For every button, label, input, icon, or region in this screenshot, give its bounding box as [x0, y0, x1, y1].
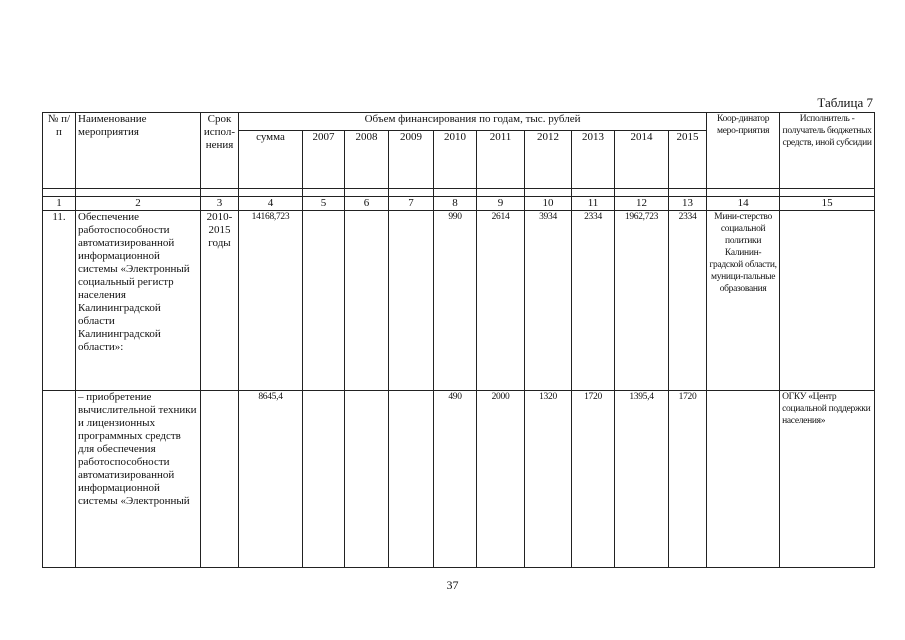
measure-coordinator: Мини-стерство социальной политики Калинин-градской области, муници-пальные образования	[707, 211, 780, 391]
year-value: 490	[434, 391, 477, 568]
year-value: 1395,4	[615, 391, 669, 568]
column-number: 9	[477, 197, 525, 211]
column-number: 10	[525, 197, 572, 211]
column-number: 6	[345, 197, 389, 211]
year-value: 3934	[525, 211, 572, 391]
header-year: 2011	[477, 131, 525, 189]
column-number: 5	[303, 197, 345, 211]
column-number: 3	[201, 197, 239, 211]
measure-name: Обеспечение работоспособности автоматизированной информационной системы «Электронный социальный регистр населения Калининградской области Калининградской области»:	[76, 211, 201, 391]
column-number-row	[43, 197, 875, 211]
year-value: 2000	[477, 391, 525, 568]
column-number: 2	[76, 197, 201, 211]
column-number: 7	[389, 197, 434, 211]
measure-term: 2010-2015 годы	[201, 211, 239, 391]
year-value: 990	[434, 211, 477, 391]
header-row-1	[43, 113, 875, 131]
column-number: 1	[43, 197, 76, 211]
financing-table	[42, 112, 875, 568]
column-number: 8	[434, 197, 477, 211]
header-year: 2012	[525, 131, 572, 189]
column-number: 13	[669, 197, 707, 211]
header-term: Срок испол-нения	[201, 113, 239, 189]
header-year: 2009	[389, 131, 434, 189]
spacer-row	[43, 189, 875, 197]
measure-coordinator	[707, 391, 780, 568]
measure-name: – приобретение вычислительной техники и лицензионных программных средств для обеспечения работоспособности автоматизированной информационной системы «Электронный	[76, 391, 201, 568]
year-value	[345, 391, 389, 568]
year-value: 1720	[669, 391, 707, 568]
measure-term	[201, 391, 239, 568]
year-value: 1720	[572, 391, 615, 568]
year-value	[345, 211, 389, 391]
year-value	[389, 211, 434, 391]
measure-executor	[780, 211, 875, 391]
header-year: 2014	[615, 131, 669, 189]
header-finance: Объем финансирования по годам, тыс. рублей	[239, 113, 707, 131]
header-year: 2015	[669, 131, 707, 189]
year-value: 1320	[525, 391, 572, 568]
header-no: № п/п	[43, 113, 76, 189]
header-year: 2007	[303, 131, 345, 189]
year-value	[303, 391, 345, 568]
header-name: Наименование мероприятия	[76, 113, 201, 189]
column-number: 15	[780, 197, 875, 211]
year-value	[303, 211, 345, 391]
header-year: 2013	[572, 131, 615, 189]
header-executor: Исполнитель - получатель бюджетных средств, иной субсидии	[780, 113, 875, 189]
measure-executor: ОГКУ «Центр социальной поддержки населения»	[780, 391, 875, 568]
table-caption: Таблица 7	[817, 95, 873, 110]
header-sum: сумма	[239, 131, 303, 189]
column-number: 4	[239, 197, 303, 211]
page-number: 37	[446, 578, 459, 592]
measure-sum: 8645,4	[239, 391, 303, 568]
year-value: 2334	[572, 211, 615, 391]
column-number: 11	[572, 197, 615, 211]
row-number: 11.	[43, 211, 76, 391]
column-number: 12	[615, 197, 669, 211]
year-value	[389, 391, 434, 568]
column-number: 14	[707, 197, 780, 211]
measure-sum: 14168,723	[239, 211, 303, 391]
table-row	[43, 391, 875, 568]
year-value: 1962,723	[615, 211, 669, 391]
row-number	[43, 391, 76, 568]
year-value: 2614	[477, 211, 525, 391]
year-value: 2334	[669, 211, 707, 391]
header-year: 2008	[345, 131, 389, 189]
header-year: 2010	[434, 131, 477, 189]
header-coordinator: Коор-динатор меро-приятия	[707, 113, 780, 189]
table-row	[43, 211, 875, 391]
